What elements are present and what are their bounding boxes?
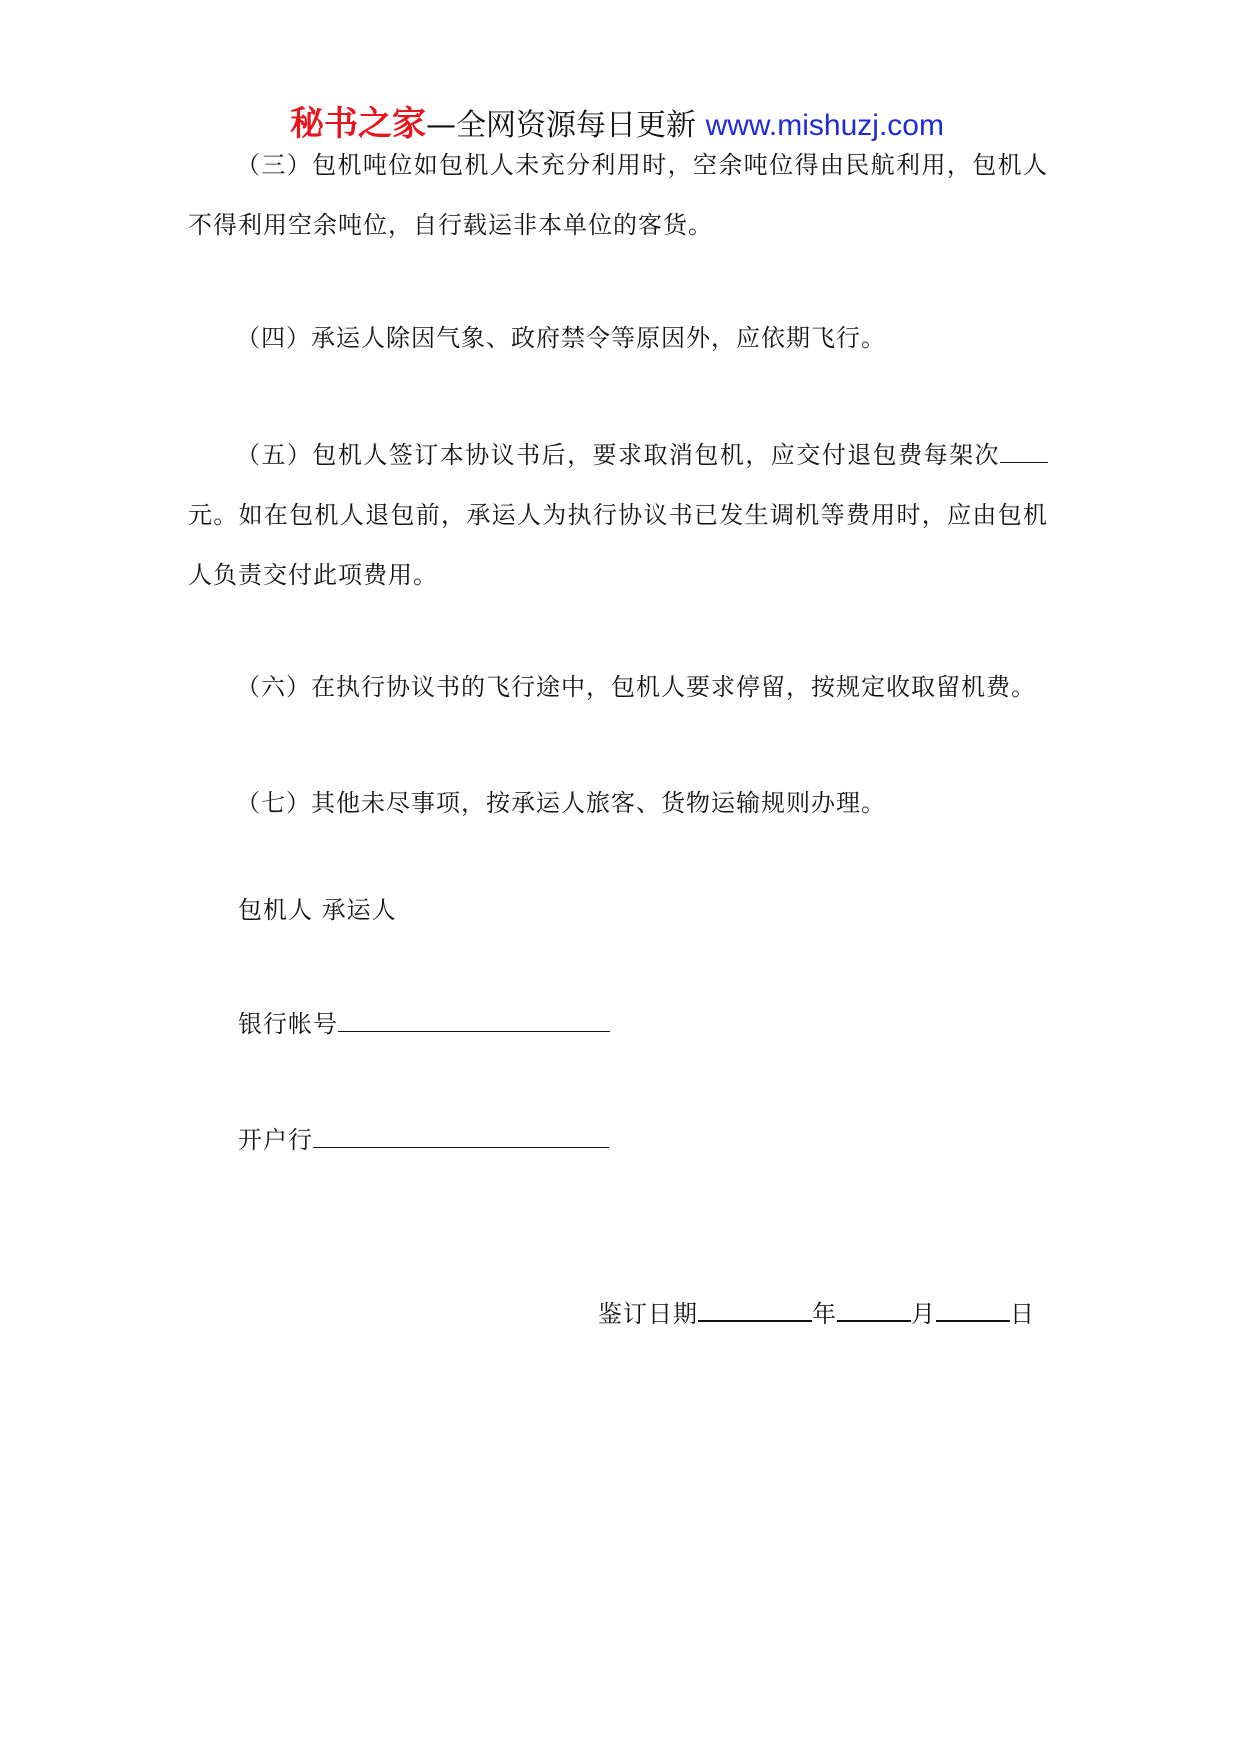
brand-name: 秘书之家	[290, 104, 427, 144]
header-tagline: —全网资源每日更新	[426, 108, 706, 143]
clause-5-text-after: 元。如在包机人退包前，承运人为执行协议书已发生调机等费用时，应由包机人负责交付此项费用。	[188, 501, 1048, 589]
clause-3: （三）包机吨位如包机人未充分利用时，空余吨位得由民航利用，包机人不得利用空余吨位，自行载运非本单位的客货。	[188, 151, 1048, 239]
fee-blank	[1000, 437, 1048, 463]
bank-label: 开户行	[238, 1126, 313, 1154]
bank-account-label: 银行帐号	[238, 1010, 338, 1038]
month-label: 月	[911, 1300, 936, 1328]
bank-blank	[313, 1122, 609, 1148]
clause-6: （六）在执行协议书的飞行途中，包机人要求停留，按规定收取留机费。	[236, 673, 1036, 701]
site-url: www.mishuzj.com	[705, 109, 944, 142]
clause-5-text-before: （五）包机人签订本协议书后，要求取消包机，应交付退包费每架次	[236, 441, 1000, 469]
clause-5	[188, 425, 1048, 605]
day-label: 日	[1010, 1300, 1035, 1328]
signing-date-line	[598, 1294, 1035, 1334]
bank-account-blank	[338, 1006, 610, 1032]
date-label: 鉴订日期	[598, 1300, 698, 1328]
year-label: 年	[812, 1300, 837, 1328]
clause-7: （七）其他未尽事项，按承运人旅客、货物运输规则办理。	[236, 789, 886, 817]
parties-line: 包机人 承运人	[238, 896, 397, 924]
bank-account-line	[238, 1004, 610, 1044]
month-blank	[837, 1295, 911, 1322]
year-blank	[698, 1295, 812, 1322]
clause-4: （四）承运人除因气象、政府禁令等原因外，应依期飞行。	[236, 324, 886, 352]
day-blank	[936, 1295, 1010, 1322]
bank-line	[238, 1120, 609, 1160]
